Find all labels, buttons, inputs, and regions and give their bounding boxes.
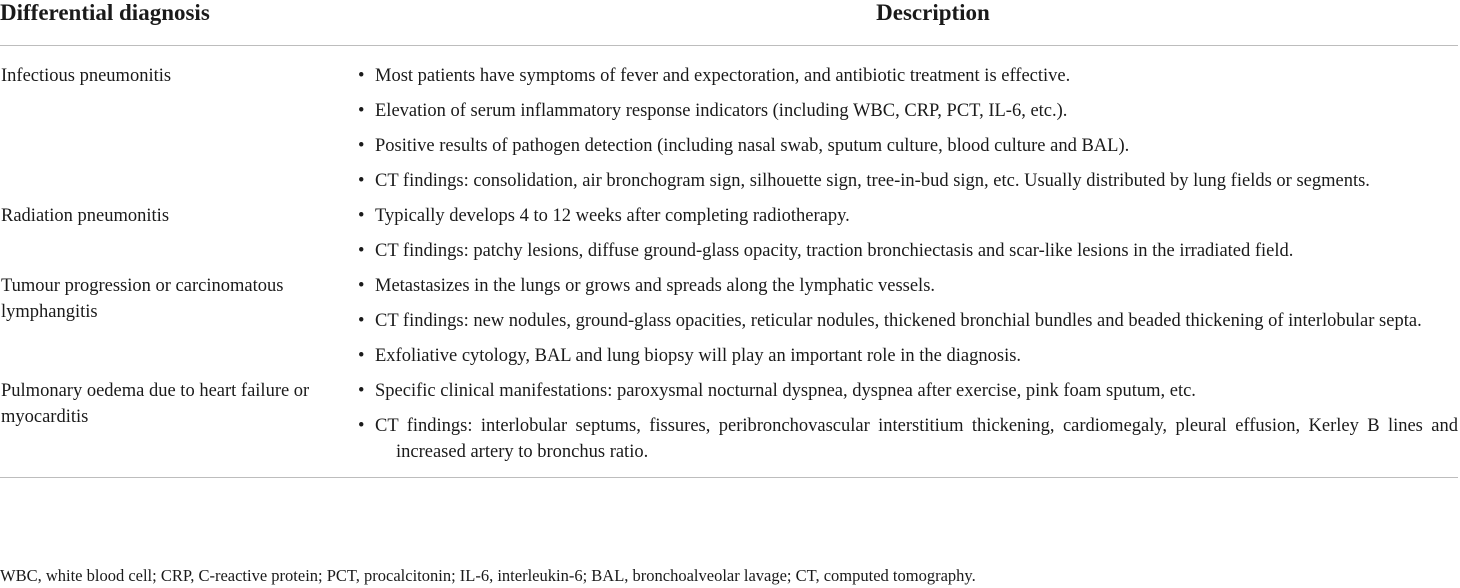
list-item bbox=[358, 238, 1458, 264]
list-item bbox=[358, 343, 1458, 369]
description-cell bbox=[358, 378, 1458, 478]
description-cell bbox=[358, 273, 1458, 378]
list-item bbox=[358, 203, 1458, 229]
description-list bbox=[358, 273, 1458, 369]
bullet-icon: • bbox=[358, 381, 365, 401]
list-item bbox=[358, 273, 1458, 299]
description-text: Most patients have symptoms of fever and expectoration, and antibiotic treatment is effective. bbox=[375, 66, 1071, 86]
bullet-icon: • bbox=[358, 346, 365, 366]
header-description: Description bbox=[358, 0, 1458, 46]
description-list bbox=[358, 63, 1458, 194]
list-item bbox=[358, 378, 1458, 404]
list-item bbox=[358, 98, 1458, 124]
description-cell bbox=[358, 203, 1458, 273]
list-item bbox=[358, 413, 1458, 465]
table-header-row bbox=[0, 0, 1458, 46]
bullet-icon: • bbox=[358, 66, 365, 86]
list-item bbox=[358, 308, 1458, 334]
description-text: Metastasizes in the lungs or grows and spreads along the lymphatic vessels. bbox=[375, 276, 936, 296]
diagnosis-cell: Tumour progression or carcinomatous lymphangitis bbox=[1, 276, 284, 322]
bullet-icon: • bbox=[358, 171, 365, 191]
diagnosis-cell: Radiation pneumonitis bbox=[1, 206, 170, 226]
description-text: CT findings: patchy lesions, diffuse ground-glass opacity, traction bronchiectasis and scar-like lesions in the irradiated field. bbox=[375, 241, 1294, 261]
description-list bbox=[358, 378, 1458, 465]
description-text: CT findings: new nodules, ground-glass opacities, reticular nodules, thickened bronchial bundles and beaded thickening of interlobular septa. bbox=[375, 311, 1422, 331]
table-row bbox=[0, 203, 1458, 273]
diagnosis-cell: Infectious pneumonitis bbox=[1, 66, 172, 86]
description-list bbox=[358, 203, 1458, 264]
description-text: CT findings: interlobular septums, fissures, peribronchovascular interstitium thickening, cardiomegaly, pleural effusion, Kerley B lines and increased artery to bronchus ratio. bbox=[375, 416, 1458, 462]
bullet-icon: • bbox=[358, 276, 365, 296]
list-item bbox=[358, 133, 1458, 159]
bullet-icon: • bbox=[358, 241, 365, 261]
list-item bbox=[358, 168, 1458, 194]
table-row bbox=[0, 378, 1458, 478]
description-text: Positive results of pathogen detection (including nasal swab, sputum culture, blood culture and BAL). bbox=[375, 136, 1130, 156]
table-row bbox=[0, 46, 1458, 204]
diagnosis-cell: Pulmonary oedema due to heart failure or myocarditis bbox=[0, 378, 358, 478]
description-text: Elevation of serum inflammatory response indicators (including WBC, CRP, PCT, IL-6, etc.). bbox=[375, 101, 1068, 121]
description-text: CT findings: consolidation, air bronchogram sign, silhouette sign, tree-in-bud sign, etc. Usually distributed by lung fields or segments. bbox=[375, 171, 1370, 191]
table-row bbox=[0, 273, 1458, 378]
bullet-icon: • bbox=[358, 416, 365, 436]
description-text: Typically develops 4 to 12 weeks after completing radiotherapy. bbox=[375, 206, 850, 226]
bullet-icon: • bbox=[358, 136, 365, 156]
description-cell bbox=[358, 46, 1458, 204]
bullet-icon: • bbox=[358, 311, 365, 331]
header-differential-diagnosis: Differential diagnosis bbox=[0, 0, 358, 46]
list-item bbox=[358, 63, 1458, 89]
description-text: Exfoliative cytology, BAL and lung biopsy will play an important role in the diagnosis. bbox=[375, 346, 1022, 366]
table-footnote: WBC, white blood cell; CRP, C-reactive protein; PCT, procalcitonin; IL-6, interleukin-6; BAL, bronchoalveolar lavage; CT, computed tomography. bbox=[0, 566, 976, 585]
bullet-icon: • bbox=[358, 101, 365, 121]
description-text: Specific clinical manifestations: paroxysmal nocturnal dyspnea, dyspnea after exercise, pink foam sputum, etc. bbox=[375, 381, 1196, 401]
bullet-icon: • bbox=[358, 206, 365, 226]
